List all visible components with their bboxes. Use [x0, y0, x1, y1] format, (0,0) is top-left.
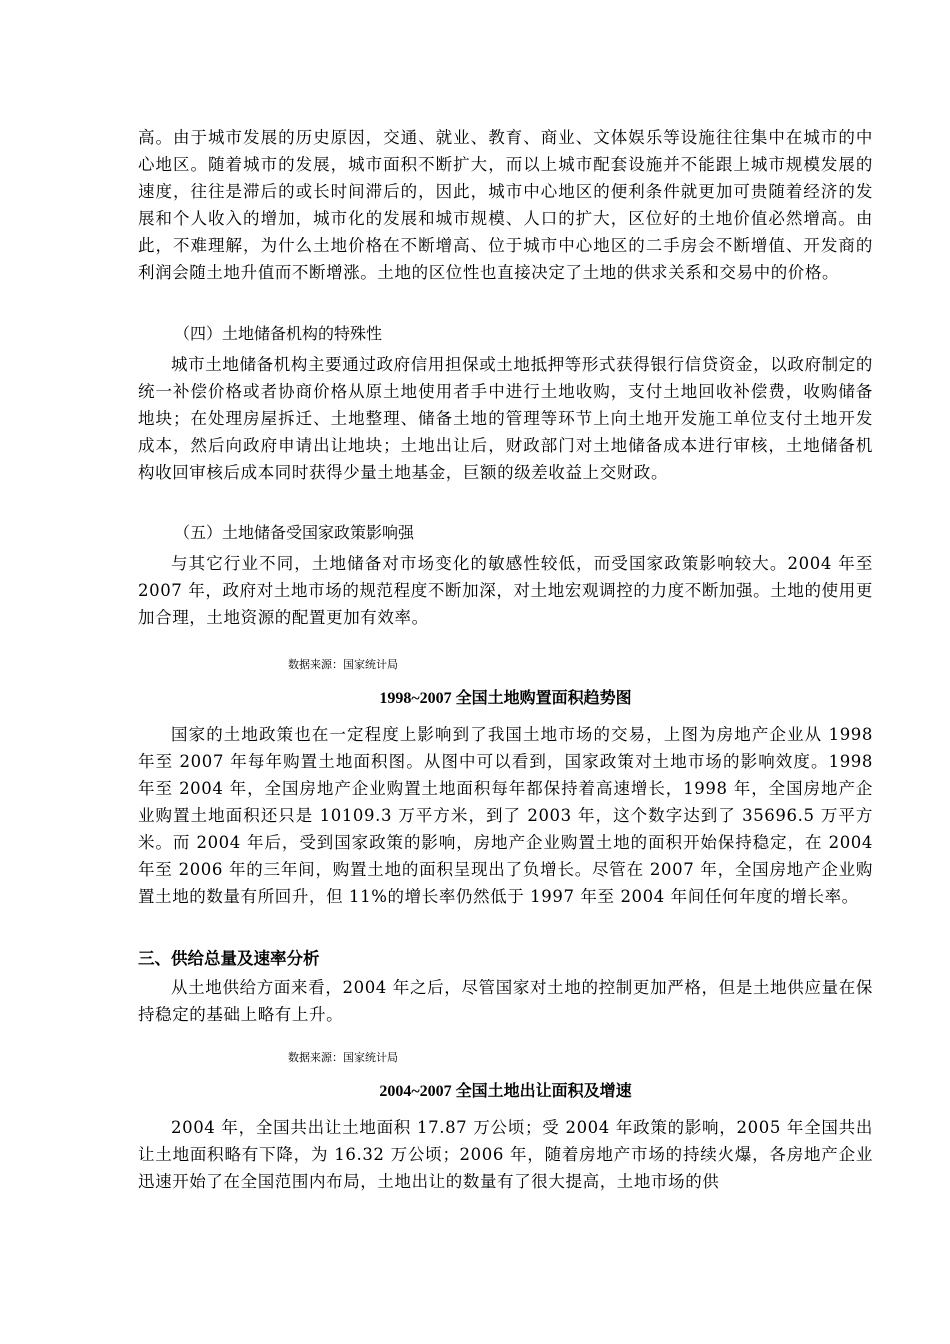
paragraph-land-reserve-agency: 城市土地储备机构主要通过政府信用担保或土地抵押等形式获得银行信贷资金，以政府制定的统一补偿价格或者协商价格从原土地使用者手中进行土地收购，支付土地回收补偿费，收购储备地块；在处理房屋拆迁、土地整理、储备土地的管理等环节上向土地开发施工单位支付土地开发成本，然后向政府申请出让地块；土地出让后，财政部门对土地储备成本进行审核，土地储备机构收回审核后成本同时获得少量土地基金，巨额的级差收益上交财政。: [138, 355, 873, 482]
heading-land-reserve-agency: （四）土地储备机构的特殊性: [174, 324, 383, 343]
data-source-note: 数据来源：国家统计局: [288, 1051, 398, 1064]
chart-placeholder-space: [138, 631, 873, 657]
document-body: [138, 124, 873, 1195]
section-heading-supply: 三、供给总量及速率分析: [138, 949, 320, 968]
figure-caption-land-purchase: 1998~2007 全国土地购置面积趋势图: [379, 690, 632, 707]
figure-caption-land-transfer: 2004~2007 全国土地出让面积及增速: [379, 1083, 632, 1100]
paragraph-land-purchase-analysis: 国家的土地政策也在一定程度上影响到了我国土地市场的交易，上图为房地产企业从 1998 年至 2007 年每年购置土地面积图。从图中可以看到，国家政策对土地市场的影响效度。1998 年至 2004 年，全国房地产企业购置土地面积每年都保持着高速增长，1998 年，全国房地产企业购置土地面积还只是 10109.3 万平方米，到了 2003 年，这个数字达到了 35696.5 万平方米。而 2004 年后，受到国家政策的影响，房地产企业购置土地的面积开始保持稳定，在 2004 年至 2006 年的三年间，购置土地的面积呈现出了负增长。尽管在 2007 年，全国房地产企业购置土地的数量有所回升，但 11%的增长率仍然低于 1997 年至 2004 年间任何年度的增长率。: [138, 725, 873, 906]
paragraph-location-value: 高。由于城市发展的历史原因，交通、就业、教育、商业、文体娱乐等设施往往集中在城市的中心地区。随着城市的发展，城市面积不断扩大，而以上城市配套设施并不能跟上城市规模发展的速度，往往是滞后的或长时间滞后的，因此，城市中心地区的便利条件就更加可贵随着经济的发展和个人收入的增加，城市化的发展和城市规模、人口的扩大，区位好的土地价值必然增高。由此，不难理解，为什么土地价格在不断增高、位于城市中心地区的二手房会不断增值、开发商的利润会随土地升值而不断增涨。土地的区位性也直接决定了土地的供求关系和交易中的价格。: [138, 128, 873, 282]
heading-policy-influence: （五）土地储备受国家政策影响强: [174, 523, 415, 542]
chart-placeholder-space: [138, 1028, 873, 1050]
data-source-note: 数据来源：国家统计局: [288, 658, 398, 671]
paragraph-supply-overview: 从土地供给方面来看，2004 年之后，尽管国家对土地的控制更加严格，但是土地供应量在保持稳定的基础上略有上升。: [138, 978, 873, 1024]
paragraph-policy-influence: 与其它行业不同，土地储备对市场变化的敏感性较低，而受国家政策影响较大。2004 年至 2007 年，政府对土地市场的规范程度不断加深，对土地宏观调控的力度不断加强。土地的使用更加合理，土地资源的配置更加有效率。: [138, 554, 873, 627]
paragraph-land-transfer: 2004 年，全国共出让土地面积 17.87 万公顷；受 2004 年政策的影响，2005 年全国共出让土地面积略有下降，为 16.32 万公顷；2006 年，随着房地产市场的持续火爆，各房地产企业迅速开始了在全国范围内布局，土地出让的数量有了很大提高，土地市场的供: [138, 1118, 873, 1191]
